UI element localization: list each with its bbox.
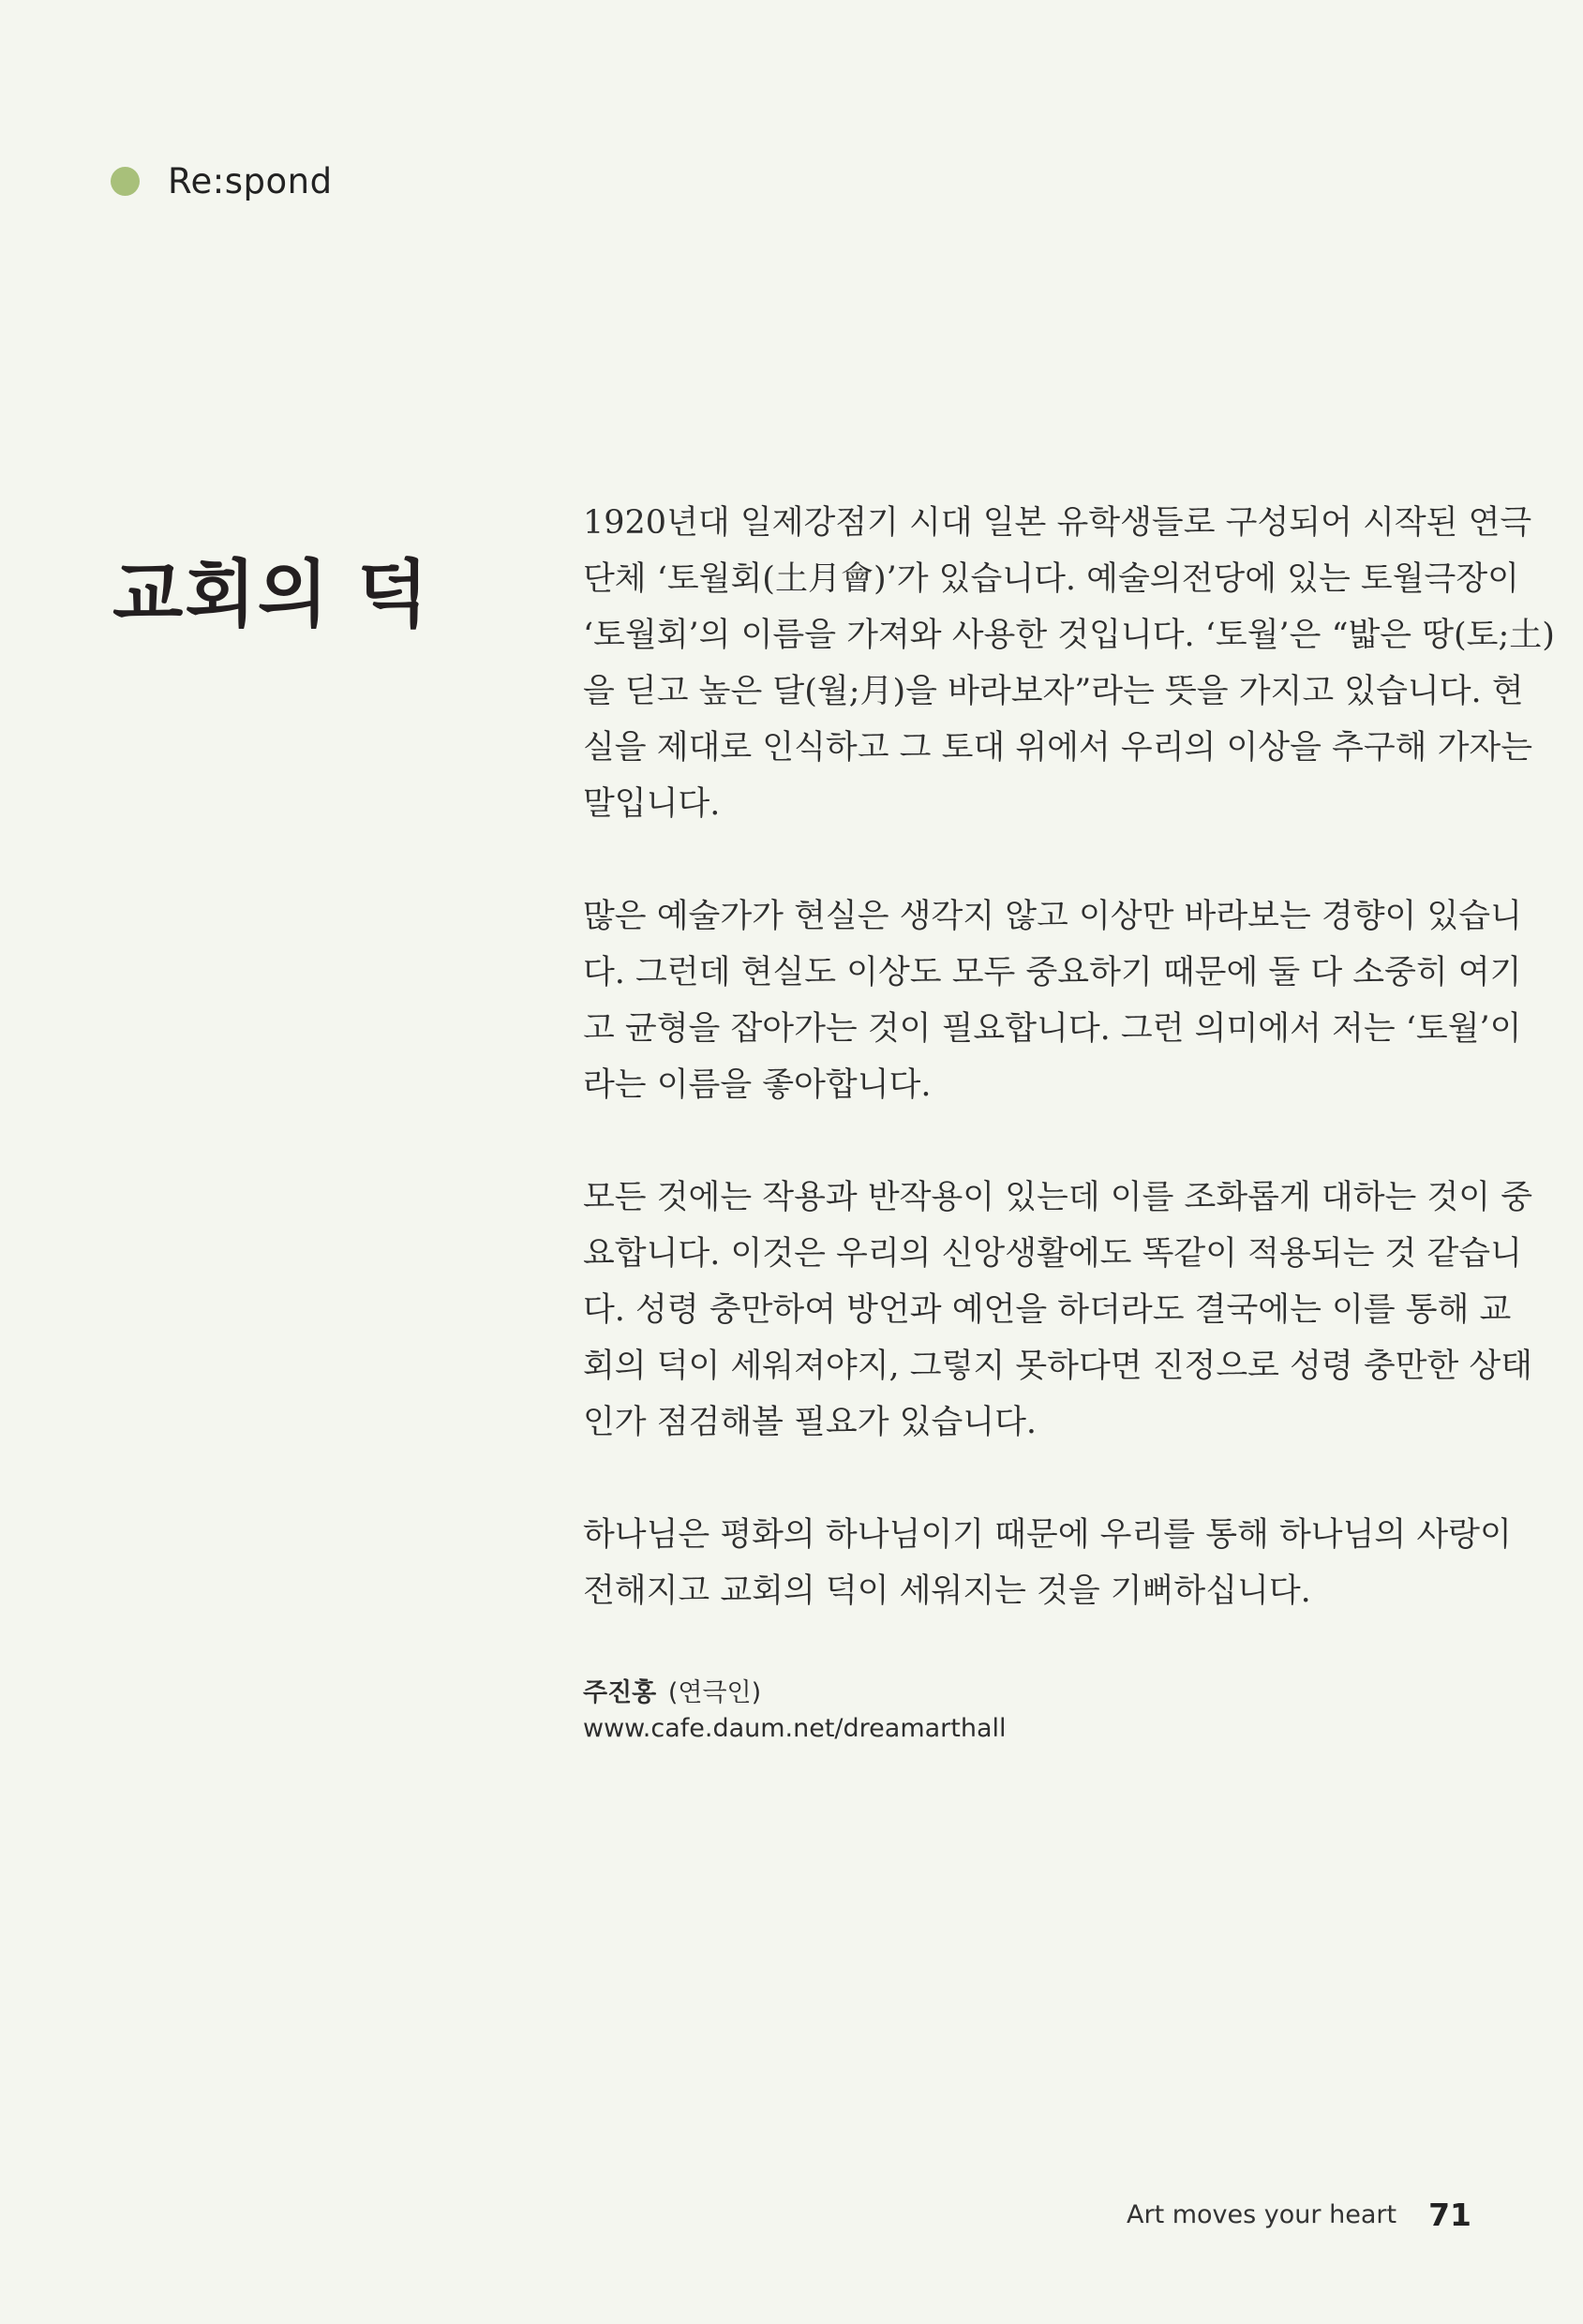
paragraph-line: 많은 예술가가 현실은 생각지 않고 이상만 바라보는 경향이 있습니 bbox=[583, 898, 1522, 935]
article-title: 교회의 덕 bbox=[112, 552, 430, 638]
paragraph-line: 회의 덕이 세워져야지, 그렇지 못하다면 진정으로 성령 충만한 상태 bbox=[583, 1348, 1533, 1385]
section-tag bbox=[111, 157, 333, 204]
paragraph-line: 실을 제대로 인식하고 그 토대 위에서 우리의 이상을 추구해 가자는 bbox=[583, 729, 1533, 767]
paragraph bbox=[583, 495, 1555, 832]
paragraph-line: 라는 이름을 좋아합니다. bbox=[583, 1066, 932, 1104]
paragraph-line: 전해지고 교회의 덕이 세워지는 것을 기뻐하십니다. bbox=[583, 1572, 1311, 1610]
author-url: www.cafe.daum.net/dreamarthall bbox=[583, 1714, 1007, 1743]
paragraph bbox=[583, 1169, 1533, 1451]
paragraph-line: ‘토월회’의 이름을 가져와 사용한 것입니다. ‘토월’은 “밟은 땅(토;土) bbox=[583, 617, 1555, 654]
section-label: Re:spond bbox=[168, 160, 333, 201]
page-number: 71 bbox=[1428, 2196, 1471, 2233]
section-dot-icon bbox=[111, 167, 140, 196]
author-name: 주진홍 bbox=[583, 1678, 657, 1707]
paragraph-line: 말입니다. bbox=[583, 785, 721, 823]
article-body bbox=[583, 495, 1555, 1747]
paragraph-line: 하나님은 평화의 하나님이기 때문에 우리를 통해 하나님의 사랑이 bbox=[583, 1516, 1512, 1554]
author-role: (연극인) bbox=[667, 1678, 762, 1707]
paragraph-line: 고 균형을 잡아가는 것이 필요합니다. 그런 의미에서 저는 ‘토월’이 bbox=[583, 1010, 1522, 1048]
paragraph-line: 모든 것에는 작용과 반작용이 있는데 이를 조화롭게 대하는 것이 중 bbox=[583, 1179, 1533, 1216]
paragraph-line: 을 딛고 높은 달(월;月)을 바라보자”라는 뜻을 가지고 있습니다. 현 bbox=[583, 673, 1524, 710]
paragraph-line: 인가 점검해볼 필요가 있습니다. bbox=[583, 1404, 1038, 1441]
footer-slogan: Art moves your heart bbox=[1127, 2199, 1397, 2229]
page-footer bbox=[1127, 2191, 1471, 2238]
paragraph-line: 단체 ‘토월회(土月會)’가 있습니다. 예술의전당에 있는 토월극장이 bbox=[583, 560, 1519, 598]
paragraph-line: 다. 성령 충만하여 방언과 예언을 하더라도 결국에는 이를 통해 교 bbox=[583, 1291, 1512, 1329]
paragraph-line: 1920년대 일제강점기 시대 일본 유학생들로 구성되어 시작된 연극 bbox=[583, 504, 1532, 542]
paragraph-line: 다. 그런데 현실도 이상도 모두 중요하기 때문에 둘 다 소중히 여기 bbox=[583, 954, 1522, 991]
paragraph bbox=[583, 888, 1522, 1113]
paragraph-line: 요합니다. 이것은 우리의 신앙생활에도 똑같이 적용되는 것 같습니 bbox=[583, 1235, 1522, 1273]
paragraph bbox=[583, 1507, 1512, 1619]
author-byline bbox=[583, 1676, 1471, 1747]
